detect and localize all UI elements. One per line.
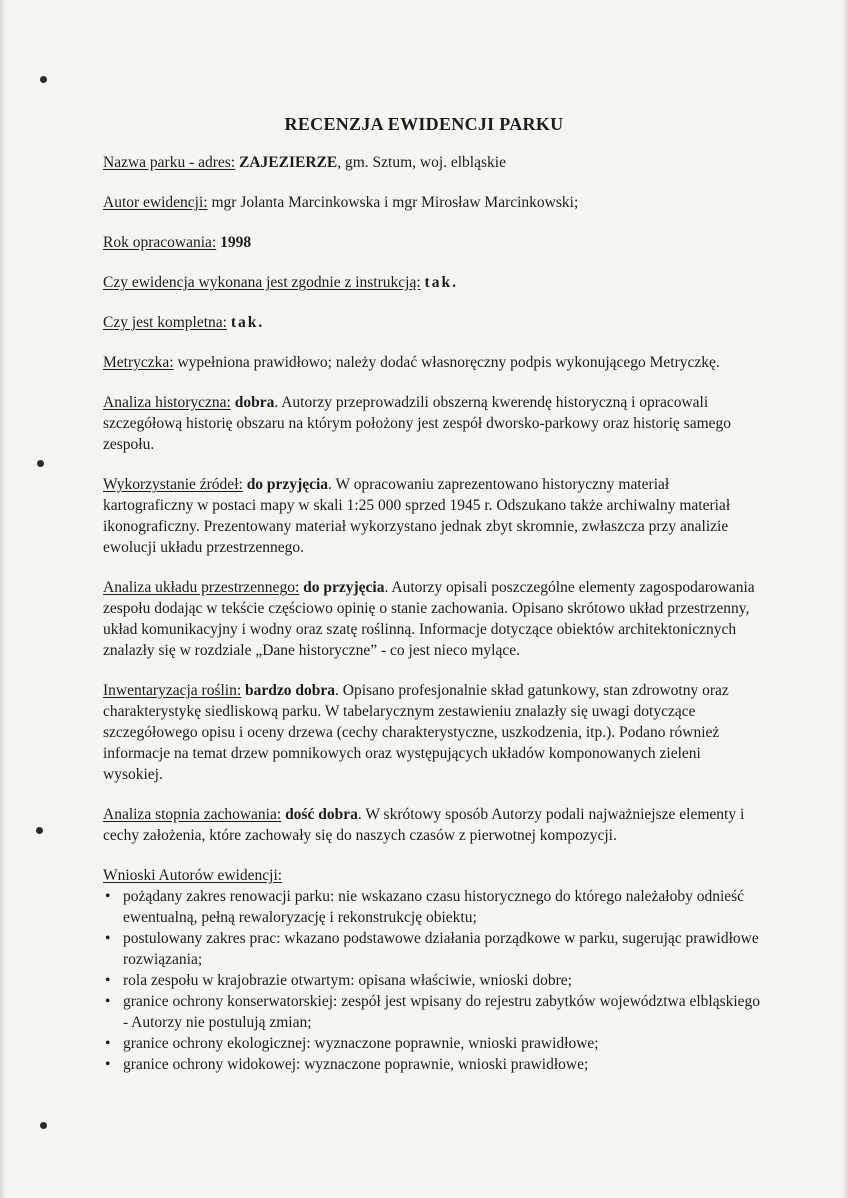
- field-value: bardzo dobra: [245, 682, 336, 699]
- field-author: [103, 192, 763, 213]
- field-label: Analiza historyczna:: [103, 394, 231, 411]
- bullet-icon: •: [105, 930, 111, 947]
- field-text: wypełniona prawidłowo; należy dodać własnoręczny podpis wykonującego Metryczkę.: [173, 354, 720, 371]
- bullet-icon: •: [105, 1056, 111, 1073]
- field-label: Inwentaryzacja roślin:: [103, 682, 242, 699]
- list-item-text: granice ochrony widokowej: wyznaczone poprawnie, wnioski prawidłowe;: [123, 1056, 589, 1073]
- field-conclusions: [103, 865, 763, 1075]
- list-item-text: granice ochrony konserwatorskiej: zespół jest wpisany do rejestru zabytków województwa elbląskiego - Autorzy nie postulują zmian;: [123, 993, 761, 1031]
- punch-hole-mark: [36, 827, 43, 834]
- punch-hole-mark: [37, 460, 44, 467]
- field-completeness: [103, 312, 763, 333]
- field-text: , gm. Sztum, woj. elbląskie: [337, 154, 506, 171]
- field-label: Metryczka:: [103, 354, 174, 371]
- field-label: Nazwa parku - adres:: [103, 154, 236, 171]
- list-item: [103, 1033, 763, 1054]
- field-label: Wnioski Autorów ewidencji:: [103, 867, 283, 884]
- field-sources: [103, 474, 763, 558]
- field-value: tak: [424, 274, 453, 291]
- field-label: Analiza stopnia zachowania:: [103, 806, 282, 823]
- field-text: . Autorzy przeprowadzili obszerną kwerendę historyczną i opracowali szczegółową historię obszaru na którym położony jest zespół dworsko-parkowy oraz historię samego zespołu.: [103, 394, 732, 453]
- list-item: [103, 991, 763, 1033]
- field-instruction-compliance: [103, 272, 763, 293]
- bullet-icon: •: [105, 1035, 111, 1052]
- field-metryczka: [103, 352, 763, 373]
- field-value: dość dobra: [285, 806, 358, 823]
- field-value: do przyjęcia: [303, 579, 385, 596]
- field-label: Czy jest kompletna:: [103, 314, 227, 331]
- field-text: . Opisano profesjonalnie skład gatunkowy, stan zdrowotny oraz charakterystykę siedliskową parku. W tabelarycznym zestawieniu znalazły się uwagi dotyczące szczegółowego opisu i oceny drzewa (cechy charakterystyczne, uszkodzenia, itp.). Podano również informacje na temat drzew pomnikowych oraz występujących układów komponowanych zieleni wysokiej.: [103, 682, 729, 783]
- scan-edge-right: [842, 0, 848, 1198]
- list-item: [103, 970, 763, 991]
- list-item-text: rola zespołu w krajobrazie otwartym: opisana właściwie, wnioski dobre;: [123, 972, 572, 989]
- field-plant-inventory: [103, 680, 763, 785]
- field-label: Rok opracowania:: [103, 234, 217, 251]
- field-end: .: [452, 274, 456, 291]
- bullet-icon: •: [105, 888, 111, 905]
- field-value: tak: [230, 314, 259, 331]
- list-item: [103, 1054, 763, 1075]
- list-item: [103, 886, 763, 928]
- field-preservation-analysis: [103, 804, 763, 846]
- field-text: mgr Jolanta Marcinkowska i mgr Mirosław Marcinkowski;: [207, 194, 579, 211]
- field-label: Analiza układu przestrzennego:: [103, 579, 300, 596]
- field-label: Wykorzystanie źródeł:: [103, 476, 243, 493]
- field-text: . Autorzy opisali poszczególne elementy zagospodarowania zespołu dodając w tekście częściowo opinię o stanie zachowania. Opisano skrótowo układ przestrzenny, układ komunikacyjny i wodny oraz szatę roślinną. Informacje dotyczące obiektów architektonicznych znalazły się w rozdziale „Dane historyczne” - co jest nieco mylące.: [103, 579, 755, 659]
- field-value: do przyjęcia: [246, 476, 329, 493]
- field-label: Autor ewidencji:: [103, 194, 208, 211]
- field-park-name: [103, 152, 763, 173]
- document-body: [103, 152, 763, 1075]
- list-item-text: granice ochrony ekologicznej: wyznaczone poprawnie, wnioski prawidłowe;: [123, 1035, 599, 1052]
- bullet-icon: •: [105, 972, 111, 989]
- list-item-text: pożądany zakres renowacji parku: nie wskazano czasu historycznego do którego należałoby odnieść ewentualną, pełną rewaloryzację i rekonstrukcję obiektu;: [123, 888, 745, 926]
- field-end: .: [258, 314, 263, 331]
- punch-hole-mark: [40, 76, 47, 83]
- punch-hole-mark: [40, 1122, 47, 1129]
- field-year: [103, 232, 763, 253]
- scan-edge-left: [0, 0, 6, 1198]
- bullet-icon: •: [105, 993, 111, 1010]
- field-value: dobra: [234, 394, 275, 411]
- field-spatial-analysis: [103, 577, 763, 661]
- field-historical-analysis: [103, 392, 763, 455]
- field-text: . W skrótowy sposób Autorzy podali najważniejsze elementy i cechy założenia, które zachowały się do naszych czasów z pierwotnej kompozycji.: [103, 806, 745, 844]
- conclusions-list: [103, 886, 763, 1075]
- field-text: . W opracowaniu zaprezentowano historyczny materiał kartograficzny w postaci mapy w skali 1:25 000 sprzed 1945 r. Odszukano także archiwalny materiał ikonograficzny. Prezentowany materiał wykorzystano jednak zbyt skromnie, zwłaszcza przy analizie ewolucji układu przestrzennego.: [103, 476, 731, 556]
- field-value: 1998: [220, 234, 252, 251]
- list-item: [103, 928, 763, 970]
- field-label: Czy ewidencja wykonana jest zgodnie z instrukcją:: [103, 274, 421, 291]
- field-value: ZAJEZIERZE: [239, 154, 338, 171]
- page-title: RECENZJA EWIDENCJI PARKU: [284, 114, 564, 134]
- list-item-text: postulowany zakres prac: wkazano podstawowe działania porządkowe w parku, sugerując prawidłowe rozwiązania;: [123, 930, 759, 968]
